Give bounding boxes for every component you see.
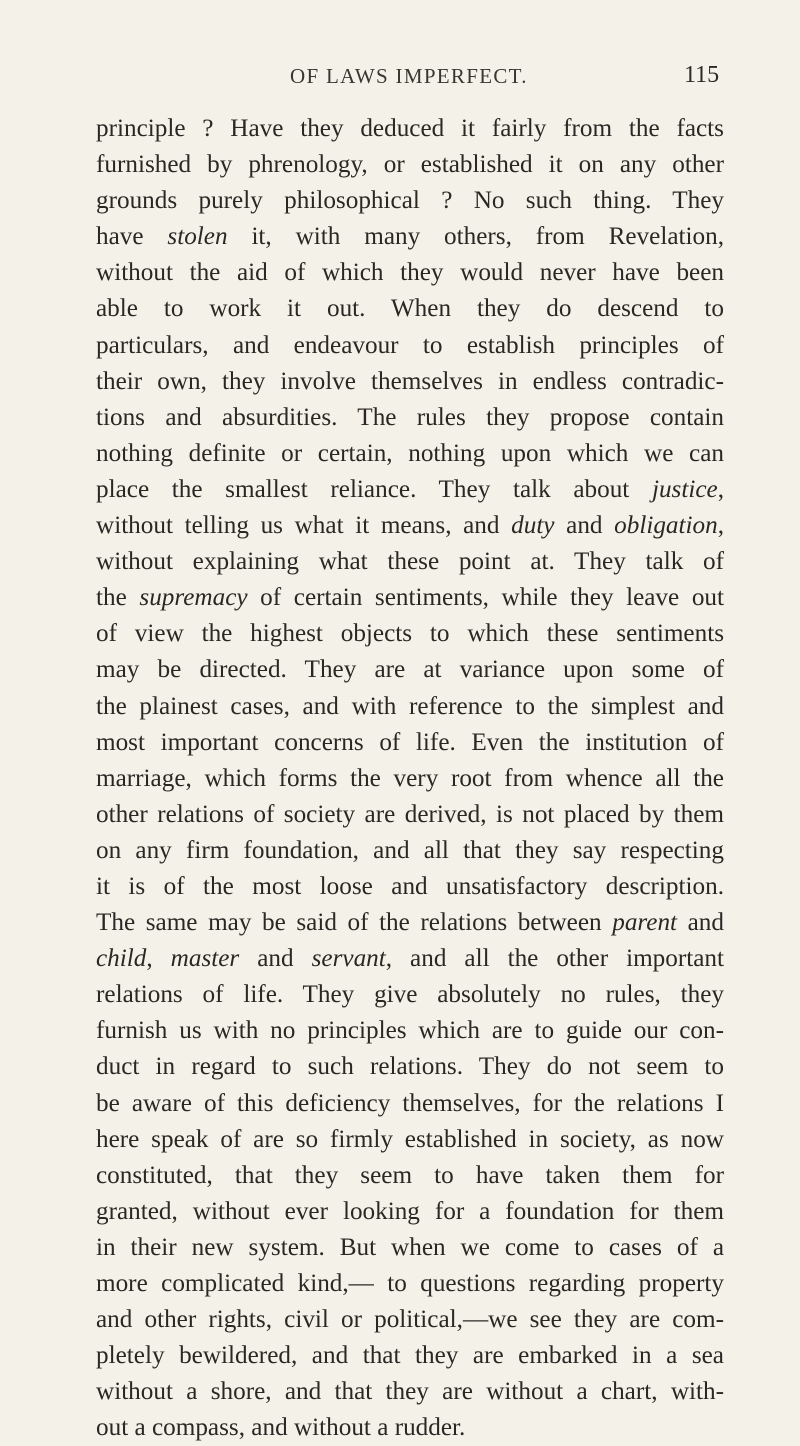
body-paragraph xyxy=(96,111,724,1446)
text-run: duct in regard to such relations. They do not seem to xyxy=(96,1053,724,1081)
text-line xyxy=(96,616,724,652)
text-line xyxy=(96,1086,724,1122)
text-run: and xyxy=(677,909,724,937)
text-line xyxy=(96,689,724,725)
text-run: their own, they involve themselves in endless contradic- xyxy=(96,367,724,395)
text-run: granted, without ever looking for a foundation for them xyxy=(96,1197,724,1225)
text-run: have xyxy=(96,223,168,251)
text-line xyxy=(96,1122,724,1158)
text-run: principle ? Have they deduced it fairly from the facts xyxy=(96,115,724,142)
text-line xyxy=(96,1266,724,1302)
text-line xyxy=(96,977,724,1013)
italic-text: obligation xyxy=(614,512,718,540)
text-line xyxy=(96,436,724,472)
text-run: grounds purely philosophical ? No such thing. They xyxy=(96,187,724,215)
text-run: place the smallest reliance. They talk about xyxy=(96,475,652,503)
text-run: tions and absurdities. The rules they propose contain xyxy=(96,403,724,431)
running-title: OF LAWS IMPERFECT. xyxy=(290,64,528,88)
text-line xyxy=(96,1374,724,1410)
text-run: and other rights, civil or political,—we see they are com- xyxy=(96,1306,724,1334)
text-run: constituted, that they seem to have taken them for xyxy=(96,1161,724,1189)
italic-text: stolen xyxy=(167,223,228,251)
italic-text: duty xyxy=(511,512,555,540)
text-run: may be directed. They are at variance upon some of xyxy=(96,656,724,684)
italic-text: supremacy xyxy=(139,584,248,612)
text-run: out a compass, and without a rudder. xyxy=(96,1414,466,1442)
text-run: the xyxy=(96,584,140,612)
text-line xyxy=(96,219,724,255)
text-line xyxy=(96,580,724,616)
text-run: in their new system. But when we come to cases of a xyxy=(96,1233,724,1261)
text-run: without explaining what these point at. They talk of xyxy=(96,548,724,576)
text-line xyxy=(96,544,724,580)
text-line xyxy=(96,364,724,400)
text-run: able to work it out. When they do descend to xyxy=(96,295,724,323)
text-run: , and all the other important xyxy=(385,945,725,973)
text-run: and xyxy=(554,512,615,540)
text-run: without the aid of which they would never have been xyxy=(96,259,724,287)
text-line xyxy=(96,255,724,291)
text-run: of certain sentiments, while they leave out xyxy=(247,584,724,612)
text-line xyxy=(96,147,724,183)
italic-text: master xyxy=(170,945,240,973)
text-line xyxy=(96,111,724,147)
text-run: particulars, and endeavour to establish principles of xyxy=(96,331,724,359)
text-run: be aware of this deficiency themselves, for the relations I xyxy=(96,1089,724,1117)
text-line xyxy=(96,725,724,761)
text-run: on any firm foundation, and all that they say respecting xyxy=(96,836,724,864)
text-line xyxy=(96,833,724,869)
text-run: other relations of society are derived, is not placed by them xyxy=(96,800,724,828)
text-run: nothing definite or certain, nothing upon which we can xyxy=(96,439,724,467)
text-run: furnished by phrenology, or established it on any other xyxy=(96,151,724,179)
text-run: relations of life. They give absolutely no rules, they xyxy=(96,981,724,1009)
italic-text: parent xyxy=(612,909,678,937)
text-run: here speak of are so firmly established in society, as now xyxy=(96,1125,724,1153)
text-line xyxy=(96,328,724,364)
text-run: The same may be said of the relations between xyxy=(96,909,613,937)
text-line xyxy=(96,652,724,688)
text-run: without telling us what it means, and xyxy=(96,512,512,540)
text-run: the plainest cases, and with reference to the simplest and xyxy=(96,692,724,720)
text-line xyxy=(96,1013,724,1049)
text-run: it, with many others, from Revelation, xyxy=(227,223,724,251)
text-line xyxy=(96,1410,724,1446)
text-run: marriage, which forms the very root from whence all the xyxy=(96,764,724,792)
text-line xyxy=(96,1158,724,1194)
text-line xyxy=(96,183,724,219)
text-run: furnish us with no principles which are to guide our con- xyxy=(96,1017,724,1045)
text-line xyxy=(96,761,724,797)
italic-text: justice xyxy=(651,475,718,503)
text-line xyxy=(96,400,724,436)
text-run: , xyxy=(717,512,724,540)
text-run: pletely bewildered, and that they are embarked in a sea xyxy=(96,1342,724,1370)
text-run: , xyxy=(146,945,171,973)
page-number: 115 xyxy=(684,62,720,88)
italic-text: child xyxy=(96,945,147,973)
text-line xyxy=(96,1049,724,1085)
text-line xyxy=(96,1302,724,1338)
italic-text: servant xyxy=(311,945,386,973)
text-run: it is of the most loose and unsatisfactory description. xyxy=(96,872,724,900)
text-run: more complicated kind,— to questions regarding property xyxy=(96,1270,724,1297)
text-line xyxy=(96,291,724,327)
text-line xyxy=(96,472,724,508)
text-line xyxy=(96,869,724,905)
text-line xyxy=(96,1194,724,1230)
text-line xyxy=(96,1230,724,1266)
text-line xyxy=(96,1338,724,1374)
text-run: without a shore, and that they are without a chart, with- xyxy=(96,1378,724,1406)
text-run: most important concerns of life. Even the institution of xyxy=(96,728,724,756)
text-line xyxy=(96,797,724,833)
text-run: of view the highest objects to which these sentiments xyxy=(96,620,724,648)
text-run: and xyxy=(239,945,312,973)
text-run: , xyxy=(717,475,724,503)
text-line xyxy=(96,941,724,977)
text-line xyxy=(96,508,724,544)
text-line xyxy=(96,905,724,941)
running-head xyxy=(0,60,800,100)
